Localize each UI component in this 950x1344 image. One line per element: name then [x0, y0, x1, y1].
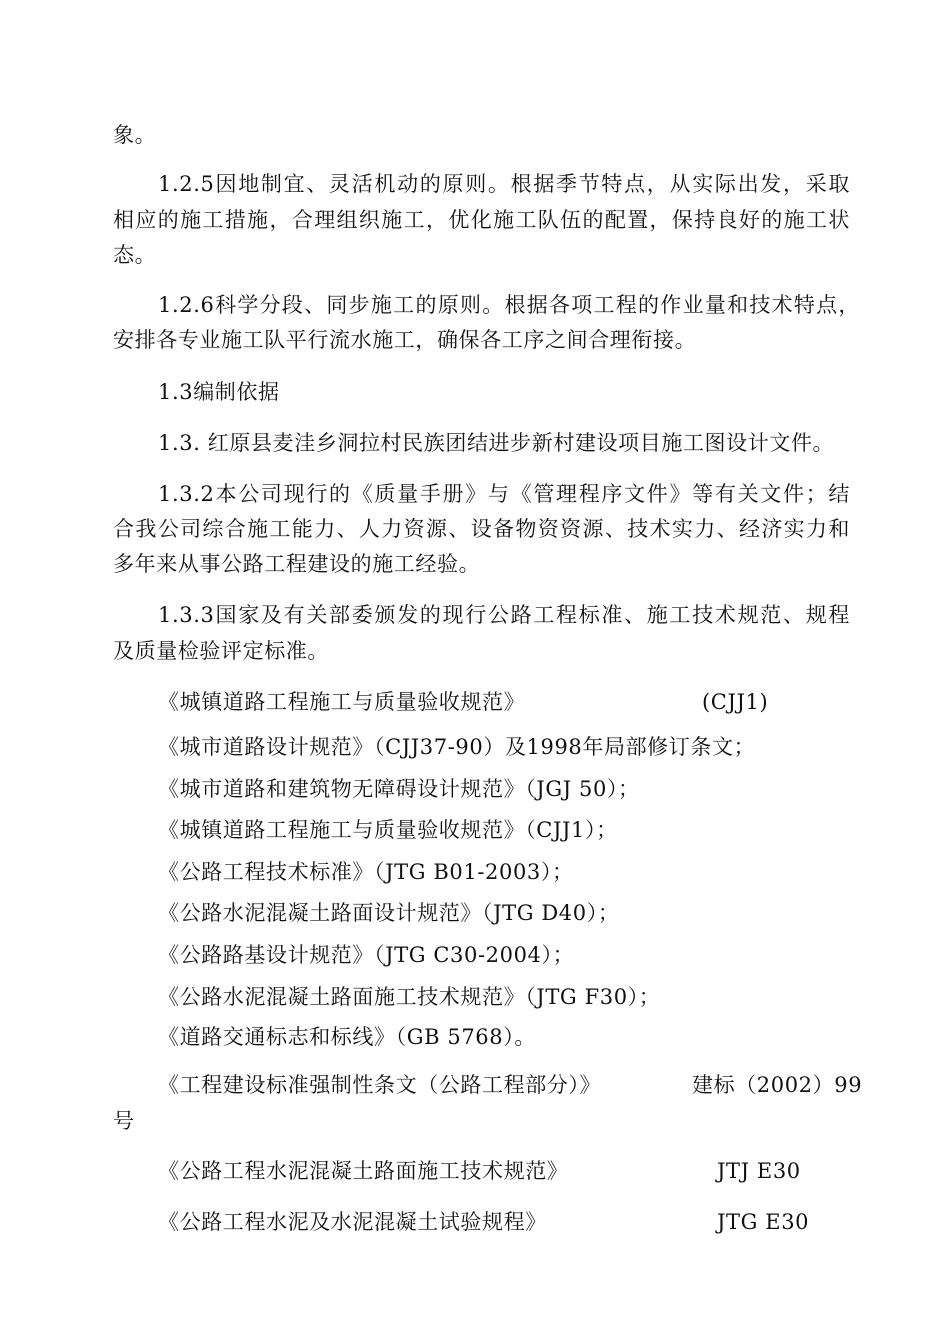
standard-item: 《公路工程技术标准》（JTG B01-2003）； [158, 860, 574, 884]
standard-item: 《公路工程水泥混凝土路面施工技术规范》 [158, 1159, 569, 1183]
para-1-3-3-line1: 1.3.3国家及有关部委颁发的现行公路工程标准、施工技术规范、规程 [158, 603, 850, 627]
standard-item: 《工程建设标准强制性条文（公路工程部分）》 [158, 1073, 602, 1097]
standard-item: 《道路交通标志和标线》（GB 5768）。 [158, 1025, 536, 1049]
standard-item: 《公路工程水泥及水泥混凝土试验规程》 [158, 1210, 547, 1234]
standard-code: JTJ E30 [717, 1159, 801, 1183]
standard-item: 《公路路基设计规范》（JTG C30-2004）； [158, 943, 575, 967]
standard-item: 《城镇道路工程施工与质量验收规范》（CJJ1）； [158, 818, 618, 842]
para-1-2-5-line2: 相应的施工措施，合理组织施工，优化施工队伍的配置，保持良好的施工状 [113, 208, 850, 232]
standard-code-wrap: 号 [113, 1109, 135, 1133]
para-1-3-1: 1.3. 红原县麦洼乡洞拉村民族团结进步新村建设项目施工图设计文件。 [158, 431, 835, 455]
para-1-3-3-line2: 及质量检验评定标准。 [113, 639, 329, 663]
standard-item: 《公路水泥混凝土路面施工技术规范》（JTG F30）； [158, 985, 661, 1009]
standard-code: 建标（2002）99 [692, 1073, 863, 1097]
para-1-2-6-line2: 安排各专业施工队平行流水施工，确保各工序之间合理衔接。 [113, 328, 697, 352]
standard-code: JTG E30 [717, 1210, 810, 1234]
paragraph-continuation: 象。 [113, 123, 157, 147]
para-1-2-6-line1: 1.2.6科学分段、同步施工的原则。根据各项工程的作业量和技术特点， [158, 293, 860, 317]
section-heading-1-3: 1.3编制依据 [158, 380, 280, 404]
standard-item: 《城市道路和建筑物无障碍设计规范》（JGJ 50）； [158, 777, 640, 801]
para-1-3-2-line2: 合我公司综合施工能力、人力资源、设备物资资源、技术实力、经济实力和 [113, 517, 850, 541]
standard-item: 《城镇道路工程施工与质量验收规范》 [158, 690, 526, 714]
para-1-3-2-line3: 多年来从事公路工程建设的施工经验。 [113, 552, 481, 576]
para-1-2-5-line1: 1.2.5因地制宜、灵活机动的原则。根据季节特点，从实际出发，采取 [158, 172, 850, 196]
standard-item: 《公路水泥混凝土路面设计规范》（JTG D40）； [158, 901, 620, 925]
standard-code: (CJJ1) [702, 690, 769, 714]
standard-item: 《城市道路设计规范》（CJJ37-90）及1998年局部修订条文； [158, 735, 756, 759]
para-1-3-2-line1: 1.3.2本公司现行的《质量手册》与《管理程序文件》等有关文件；结 [158, 482, 850, 506]
para-1-2-5-line3: 态。 [113, 243, 157, 267]
